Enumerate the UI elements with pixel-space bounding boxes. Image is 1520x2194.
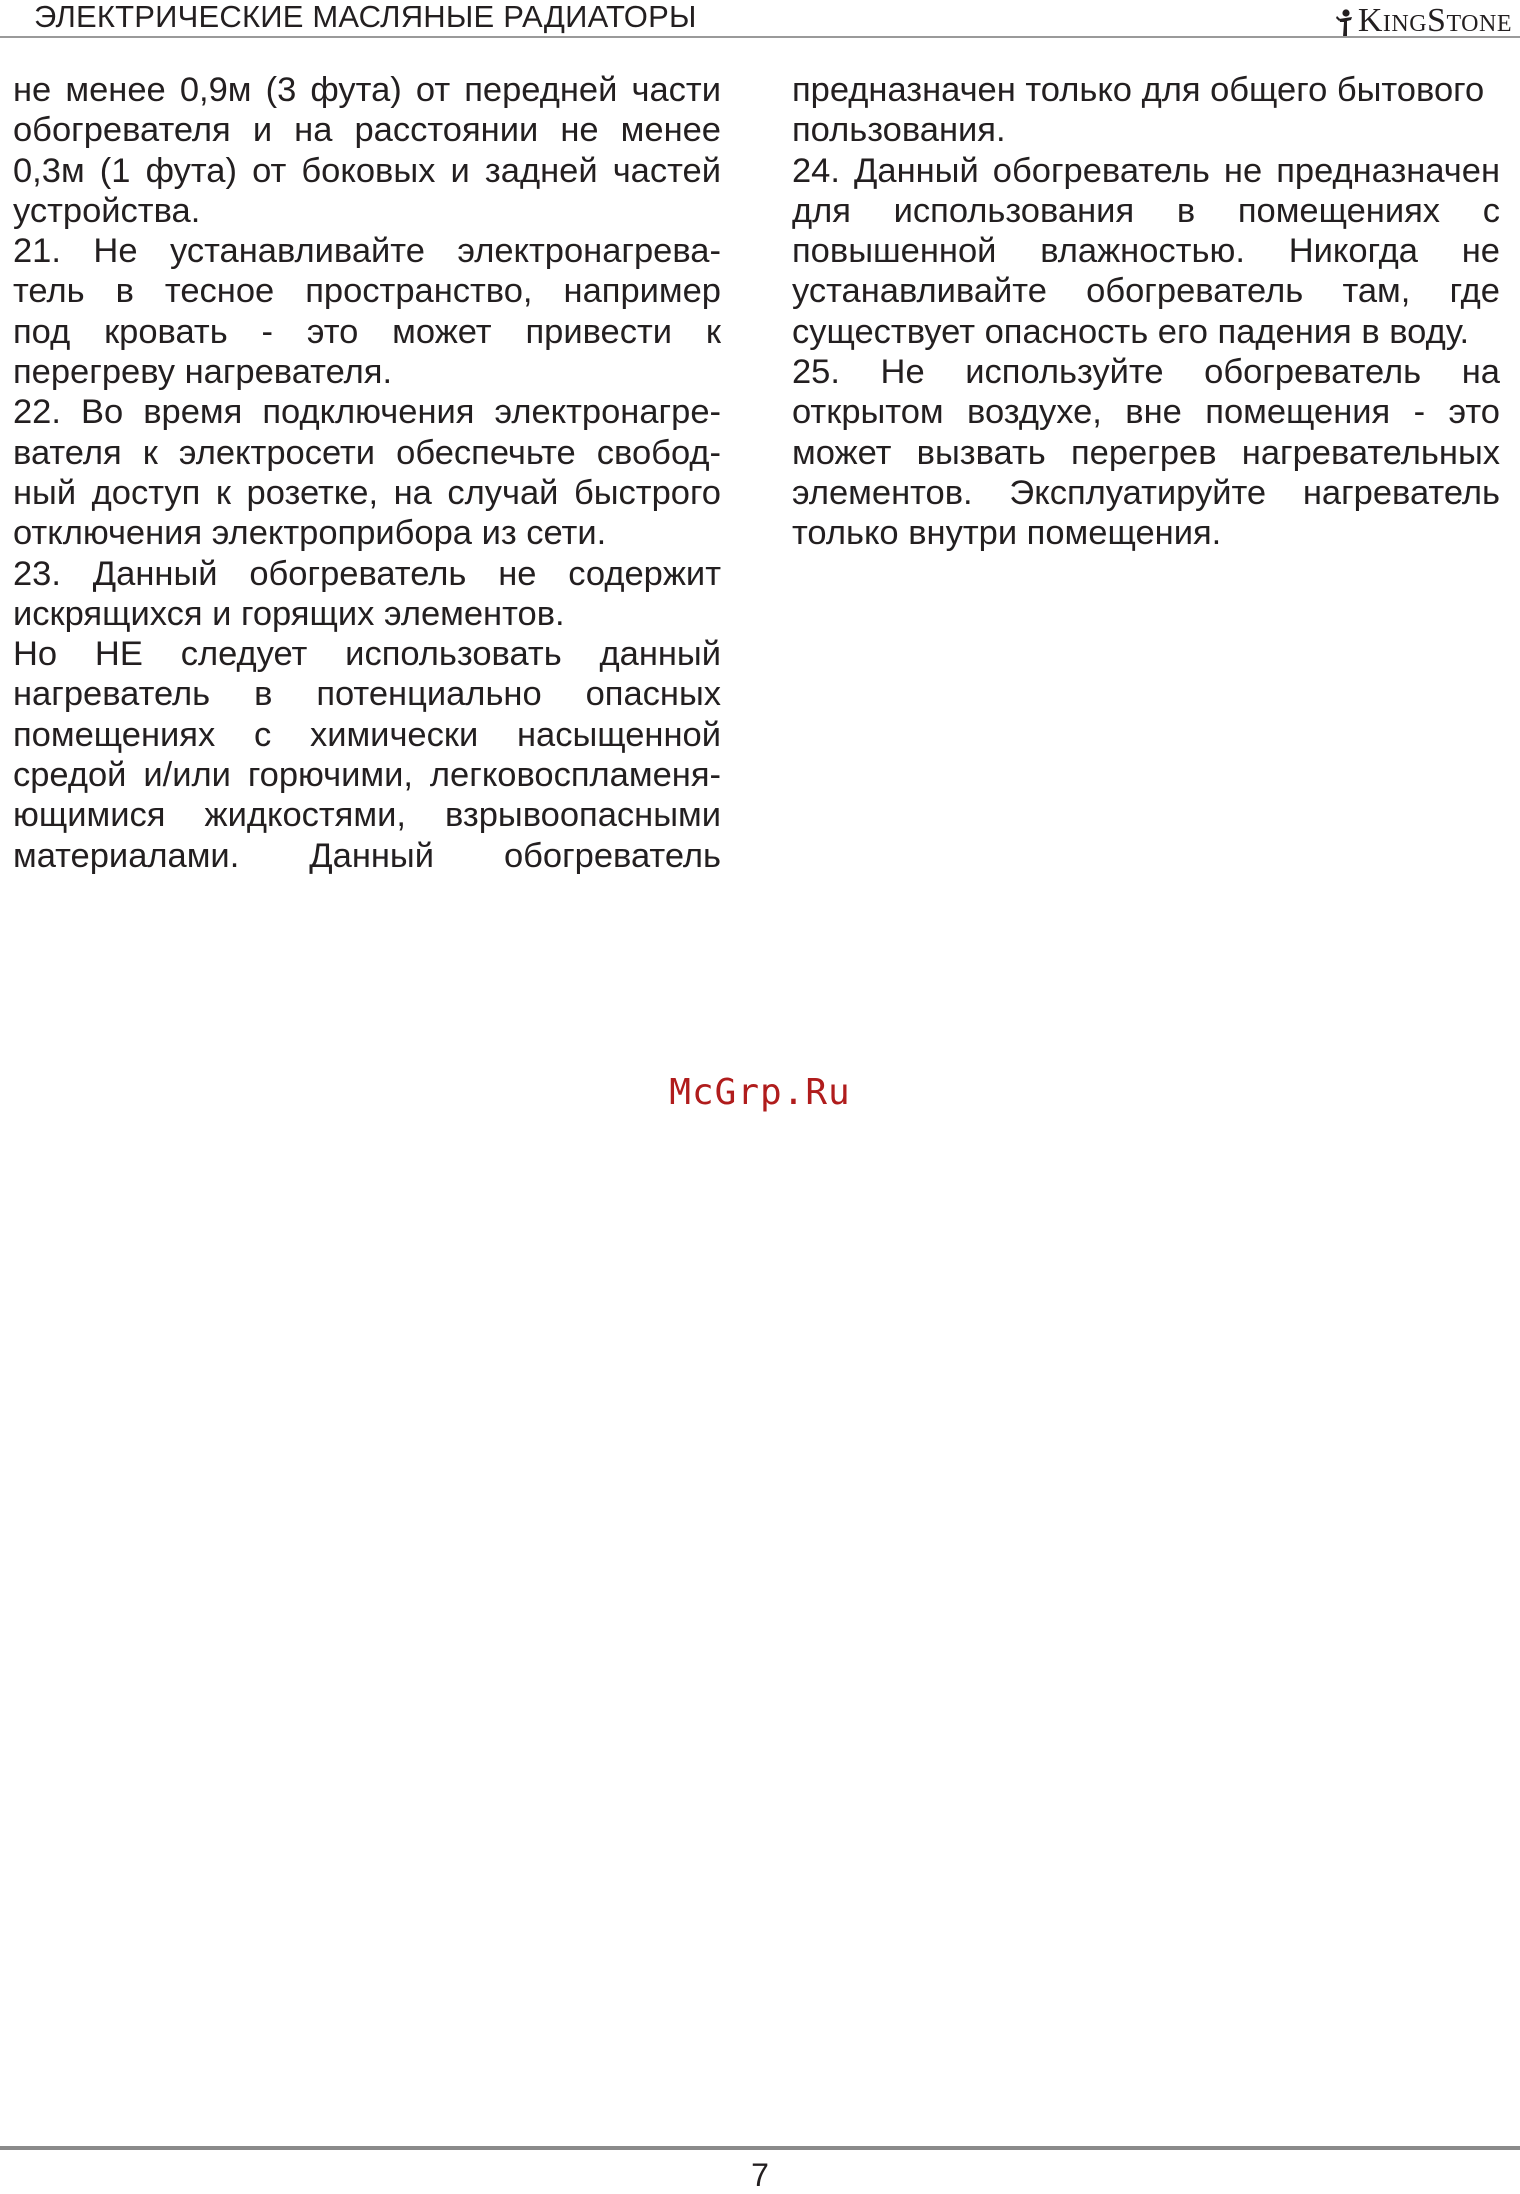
text-line: элементов. Эксплуатируйте нагреватель (792, 473, 1500, 512)
text-line: 21. Не устанавливайте электронагрева- (13, 232, 721, 271)
kingstone-figure-logo-icon (1334, 8, 1356, 38)
left-text-column (13, 70, 721, 876)
text-line: перегреву нагревателя. (13, 353, 393, 392)
text-line: 24. Данный обогреватель не предназначен (792, 151, 1500, 190)
text-line: может вызвать перегрев нагревательных (792, 433, 1500, 472)
text-line: ный доступ к розетке, на случай быстрого (13, 473, 721, 512)
text-line: только внутри помещения. (792, 514, 1222, 553)
text-line: для использования в помещениях с (792, 191, 1500, 230)
text-line: 22. Во время подключения электронагре- (13, 393, 721, 432)
header-divider (0, 36, 1520, 38)
text-line: материалами. Данный обогреватель (13, 836, 721, 875)
text-line: пользования. (792, 111, 1006, 150)
text-line: искрящихся и горящих элементов. (13, 594, 565, 633)
text-line: вателя к электросети обеспечьте свобод- (13, 433, 721, 472)
text-line: под кровать - это может привести к (13, 312, 721, 351)
right-text-column (792, 70, 1500, 554)
text-line: отключения электроприбора из сети. (13, 514, 607, 553)
text-line: 0,3м (1 фута) от боковых и задней частей (13, 151, 721, 190)
brand-logo (1334, 4, 1512, 38)
brand-name: KingStone (1357, 2, 1512, 39)
text-line: нагреватель в потенциально опасных (13, 675, 721, 714)
watermark: McGrp.Ru (669, 1072, 851, 1113)
text-line: ющимися жидкостями, взрывоопасными (13, 796, 721, 835)
text-line: предназначен только для общего бытового (792, 71, 1485, 109)
text-line: Но НЕ следует использовать данный (13, 635, 721, 674)
text-line: повышенной влажностью. Никогда не (792, 232, 1500, 271)
text-line: устанавливайте обогреватель там, где (792, 272, 1500, 311)
text-line: 23. Данный обогреватель не содержит (13, 554, 721, 593)
header-title: ЭЛЕКТРИЧЕСКИЕ МАСЛЯНЫЕ РАДИАТОРЫ (34, 0, 697, 34)
text-line: открытом воздухе, вне помещения - это (792, 393, 1500, 432)
text-line: не менее 0,9м (3 фута) от передней части (13, 71, 721, 109)
footer-divider (0, 2146, 1520, 2150)
text-line: устройства. (13, 191, 201, 230)
text-line: помещениях с химически насыщенной (13, 715, 721, 754)
page-number: 7 (751, 2157, 769, 2193)
page-header (0, 0, 1520, 40)
text-line: 25. Не используйте обогреватель на (792, 353, 1500, 392)
text-line: обогревателя и на расстоянии не менее (13, 111, 721, 150)
text-line: тель в тесное пространство, например (13, 272, 721, 311)
text-line: существует опасность его падения в воду. (792, 312, 1470, 351)
text-line: средой и/или горючими, легковоспламеня- (13, 756, 721, 795)
